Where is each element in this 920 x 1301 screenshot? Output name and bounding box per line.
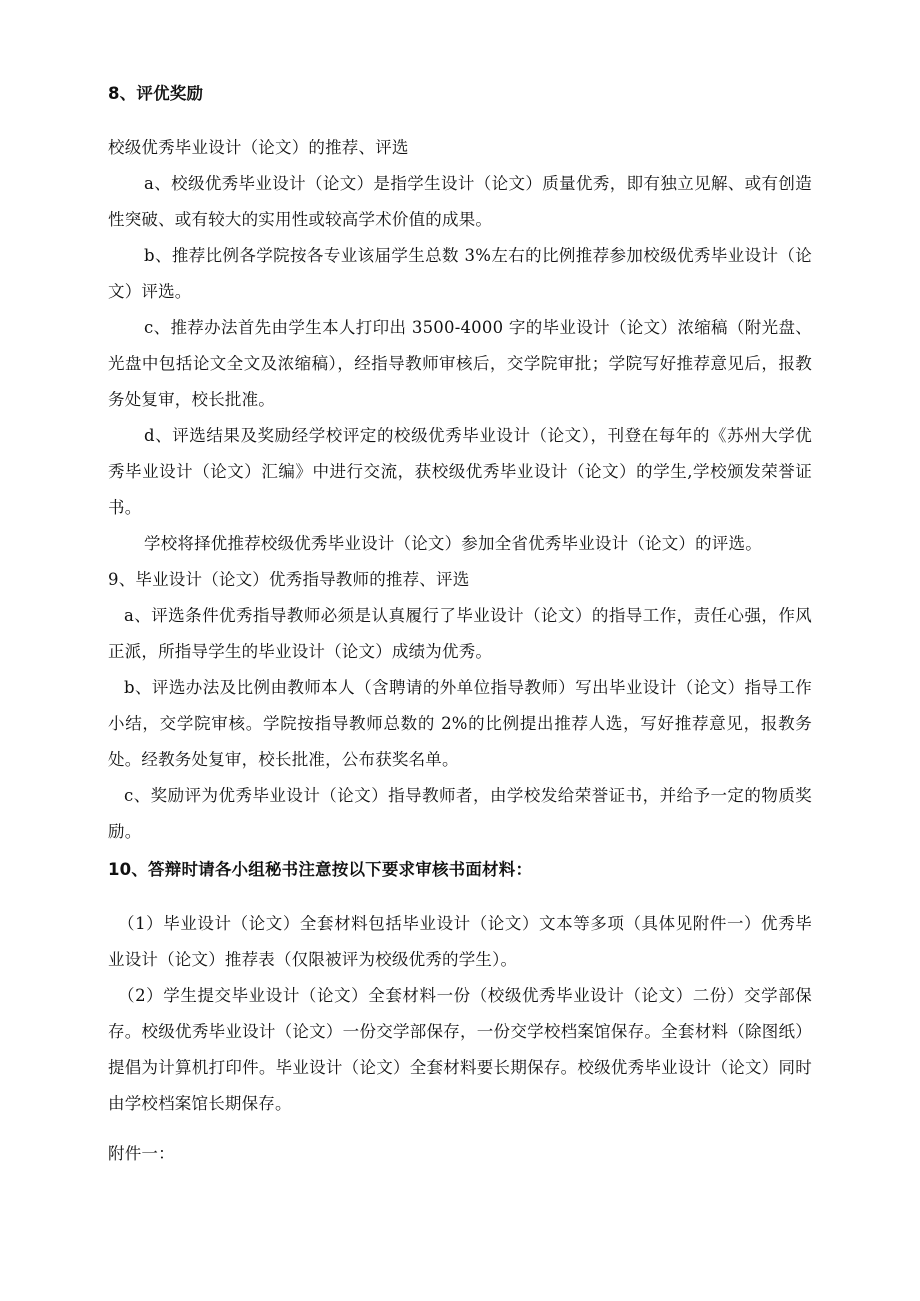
section-8-heading: 8、评优奖励: [108, 84, 204, 103]
section-9-item-b: b、评选办法及比例由教师本人（含聘请的外单位指导教师）写出毕业设计（论文）指导工作小结，交学院审核。学院按指导教师总数的 2%的比例提出推荐人选，写好推荐意见，报教务处。经教务处复审，校长批准，公布获奖名单。: [108, 678, 812, 769]
section-8-item-d: d、评选结果及奖励经学校评定的校级优秀毕业设计（论文），刊登在每年的《苏州大学优秀毕业设计（论文）汇编》中进行交流，获校级优秀毕业设计（论文）的学生,学校颁发荣誉证书。: [108, 426, 812, 517]
section-10-heading: 10、答辩时请各小组秘书注意按以下要求审核书面材料：: [108, 860, 533, 879]
section-8-subheading: 校级优秀毕业设计（论文）的推荐、评选: [108, 138, 409, 157]
section-9-item-c: c、奖励评为优秀毕业设计（论文）指导教师者，由学校发给荣誉证书，并给予一定的物质奖励。: [108, 786, 812, 841]
section-8-note: 学校将择优推荐校级优秀毕业设计（论文）参加全省优秀毕业设计（论文）的评选。: [144, 534, 762, 553]
section-9-heading: 9、毕业设计（论文）优秀指导教师的推荐、评选: [108, 570, 470, 589]
attachment-label: 附件一：: [108, 1144, 175, 1163]
section-9-item-a: a、评选条件优秀指导教师必须是认真履行了毕业设计（论文）的指导工作，责任心强，作风正派，所指导学生的毕业设计（论文）成绩为优秀。: [108, 606, 812, 661]
section-8-item-b: b、推荐比例各学院按各专业该届学生总数 3%左右的比例推荐参加校级优秀毕业设计（论文）评选。: [108, 246, 812, 301]
section-10-item-1: （1）毕业设计（论文）全套材料包括毕业设计（论文）文本等多项（具体见附件一）优秀毕业设计（论文）推荐表（仅限被评为校级优秀的学生）。: [108, 914, 812, 969]
section-8-item-c: c、推荐办法首先由学生本人打印出 3500-4000 字的毕业设计（论文）浓缩稿（附光盘、光盘中包括论文全文及浓缩稿），经指导教师审核后，交学院审批；学院写好推荐意见后，报教务处复审，校长批准。: [108, 318, 812, 409]
section-10-item-2: （2）学生提交毕业设计（论文）全套材料一份（校级优秀毕业设计（论文）二份）交学部保存。校级优秀毕业设计（论文）一份交学部保存，一份交学校档案馆保存。全套材料（除图纸）提倡为计算机打印件。毕业设计（论文）全套材料要长期保存。校级优秀毕业设计（论文）同时由学校档案馆长期保存。: [108, 986, 812, 1113]
section-8-item-a: a、校级优秀毕业设计（论文）是指学生设计（论文）质量优秀，即有独立见解、或有创造性突破、或有较大的实用性或较高学术价值的成果。: [108, 174, 812, 229]
